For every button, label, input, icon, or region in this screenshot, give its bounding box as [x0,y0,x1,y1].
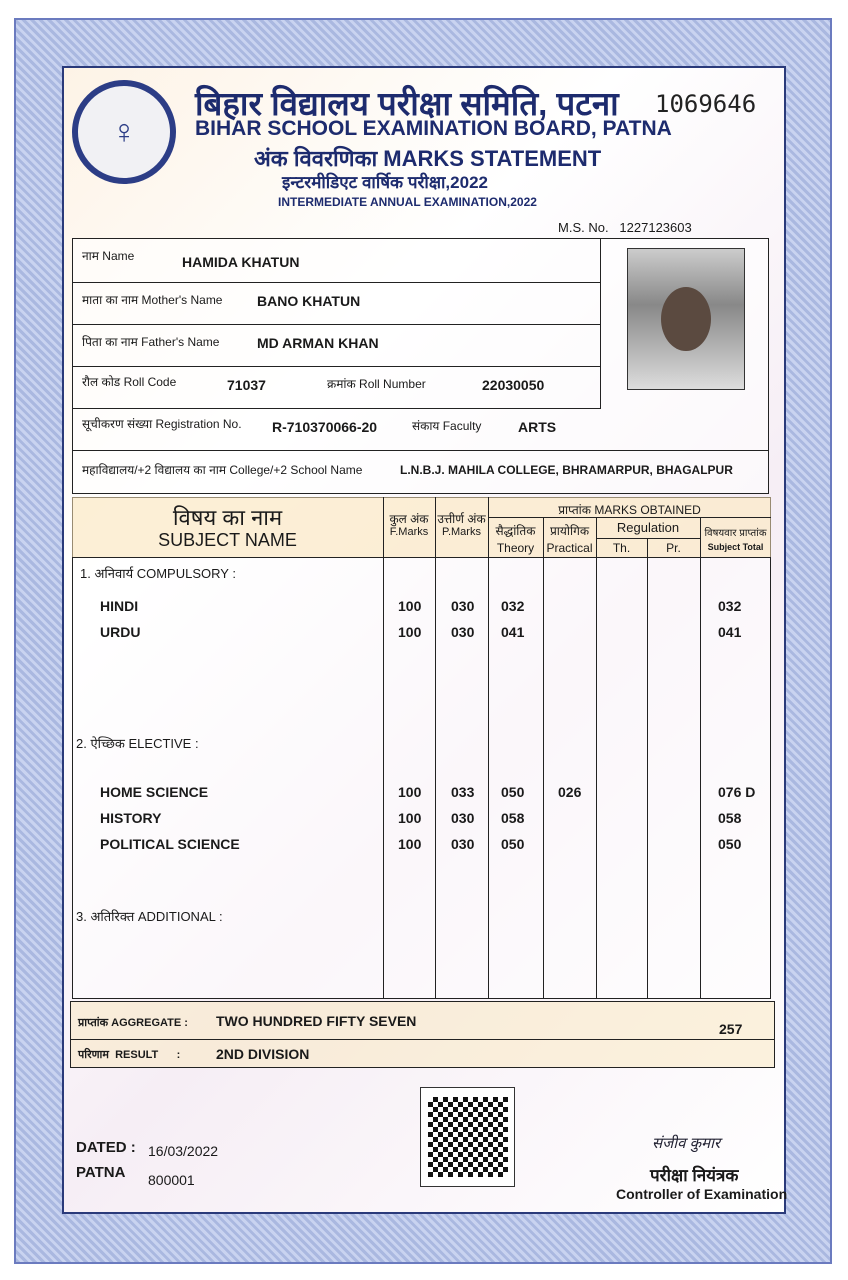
cell-pm: 030 [451,624,475,640]
college-value: L.N.B.J. MAHILA COLLEGE, BHRAMARPUR, BHAGALPUR [400,463,733,477]
hline [596,538,700,539]
cell-theory: 050 [501,836,525,852]
result-value: 2ND DIVISION [216,1046,310,1062]
total-header: Subject Total [707,542,764,552]
col-divider [435,497,436,999]
roll-number-value: 22030050 [482,377,545,393]
ms-number [558,220,692,235]
cell-total: 050 [718,836,742,852]
board-name: BIHAR SCHOOL EXAMINATION BOARD, PATNA [195,117,672,140]
subject-header-hindi: विषय का नाम [172,505,283,530]
mother-label: माता का नाम Mother's Name [82,293,223,307]
controller-hindi: परीक्षा नियंत्रक [650,1166,739,1185]
cell-subject: POLITICAL SCIENCE [100,836,240,852]
qr-pattern [428,1097,508,1177]
col-divider [647,538,648,999]
place: PATNA [76,1164,126,1181]
college-label: महाविद्यालय/+2 विद्यालय का नाम College/+2 School Name [82,463,363,477]
cell-theory: 041 [501,624,525,640]
registration-row [72,409,769,451]
compulsory-section: 1. अनिवार्य COMPULSORY : [80,566,236,581]
result-label: परिणाम RESULT : [78,1049,181,1061]
aggregate-words: TWO HUNDRED FIFTY SEVEN [216,1013,417,1029]
faculty-value: ARTS [518,419,557,435]
hline [70,1039,775,1040]
col-divider [700,517,701,999]
cell-fm: 100 [398,810,422,826]
father-value: MD ARMAN KHAN [257,335,379,351]
roll-code-label: रौल कोड Roll Code [82,375,177,389]
reg-th-header: Th. [612,541,631,555]
mother-value: BANO KHATUN [257,293,361,309]
name-label: नाम Name [82,249,135,263]
date-value: 16/03/2022 [148,1143,219,1159]
cell-subject: HINDI [100,598,139,614]
regulation-header: Regulation [616,520,680,535]
cell-pm: 030 [451,836,475,852]
aggregate-label: प्राप्तांक AGGREGATE : [78,1017,188,1029]
cell-subject: URDU [100,624,141,640]
marks-obtained-header: प्राप्तांक MARKS OBTAINED [558,503,701,517]
cell-pm: 033 [451,784,475,800]
father-label: पिता का नाम Father's Name [82,335,220,349]
col-divider [596,517,597,999]
additional-section: 3. अतिरिक्त ADDITIONAL : [76,909,223,924]
practical-header: Practical [546,541,593,555]
roll-code-value: 71037 [227,377,266,393]
ms-no-label: M.S. No. [558,220,609,235]
cell-theory: 058 [501,810,525,826]
cell-theory: 032 [501,598,525,614]
roll-row [72,367,600,409]
cell-total: 076 D [718,784,756,800]
controller-title: Controller of Examination [616,1186,788,1202]
col-divider [543,517,544,999]
col-divider [383,497,384,999]
student-photo [627,248,745,390]
fm-header-hindi: कुल अंक [389,512,429,526]
father-row [72,325,600,367]
total-header-hindi: विषयवार प्राप्तांक [704,528,767,539]
mother-row [72,283,600,325]
cell-fm: 100 [398,624,422,640]
statement-title: अंक विवरणिका MARKS STATEMENT [254,146,602,171]
practical-header-hindi: प्रायोगिक [549,524,590,538]
dated-label: DATED : [76,1139,136,1156]
title-hindi: बिहार विद्यालय परीक्षा समिति, पटना [195,85,619,122]
roll-number-label: क्रमांक Roll Number [327,377,426,391]
ms-no-value: 1227123603 [619,220,692,235]
pm-header: P.Marks [442,526,481,538]
faculty-label: संकाय Faculty [412,419,482,433]
cell-practical: 026 [558,784,582,800]
registration-value: R-710370066-20 [272,419,378,435]
college-row [72,451,769,494]
cell-subject: HOME SCIENCE [100,784,209,800]
board-seal-logo: ♀ [72,80,176,184]
pm-header-hindi: उत्तीर्ण अंक [437,512,486,526]
registration-label: सूचीकरण संख्या Registration No. [82,417,242,431]
reg-pr-header: Pr. [666,541,681,555]
cell-fm: 100 [398,784,422,800]
elective-section: 2. ऐच्छिक ELECTIVE : [76,736,199,751]
qr-code [420,1087,515,1187]
theory-header-hindi: सैद्धांतिक [495,524,536,538]
exam-hindi: इन्टरमीडिएट वार्षिक परीक्षा,2022 [282,173,488,192]
cell-theory: 050 [501,784,525,800]
col-divider [488,497,489,999]
theory-header: Theory [496,541,535,555]
cell-subject: HISTORY [100,810,162,826]
cell-pm: 030 [451,810,475,826]
cell-total: 058 [718,810,742,826]
cell-fm: 100 [398,598,422,614]
cell-pm: 030 [451,598,475,614]
name-value: HAMIDA KHATUN [182,254,300,270]
cell-fm: 100 [398,836,422,852]
name-row [72,238,600,283]
serial-number: 1069646 [655,90,757,118]
cell-total: 041 [718,624,742,640]
subject-header: SUBJECT NAME [158,530,297,550]
signature: संजीव कुमार [652,1135,721,1152]
fm-header: F.Marks [389,526,429,538]
divider [600,238,601,409]
photo-face [661,287,711,351]
pin-code: 800001 [148,1172,195,1188]
exam-name: INTERMEDIATE ANNUAL EXAMINATION,2022 [278,195,537,209]
cell-total: 032 [718,598,742,614]
aggregate-value: 257 [719,1021,743,1037]
